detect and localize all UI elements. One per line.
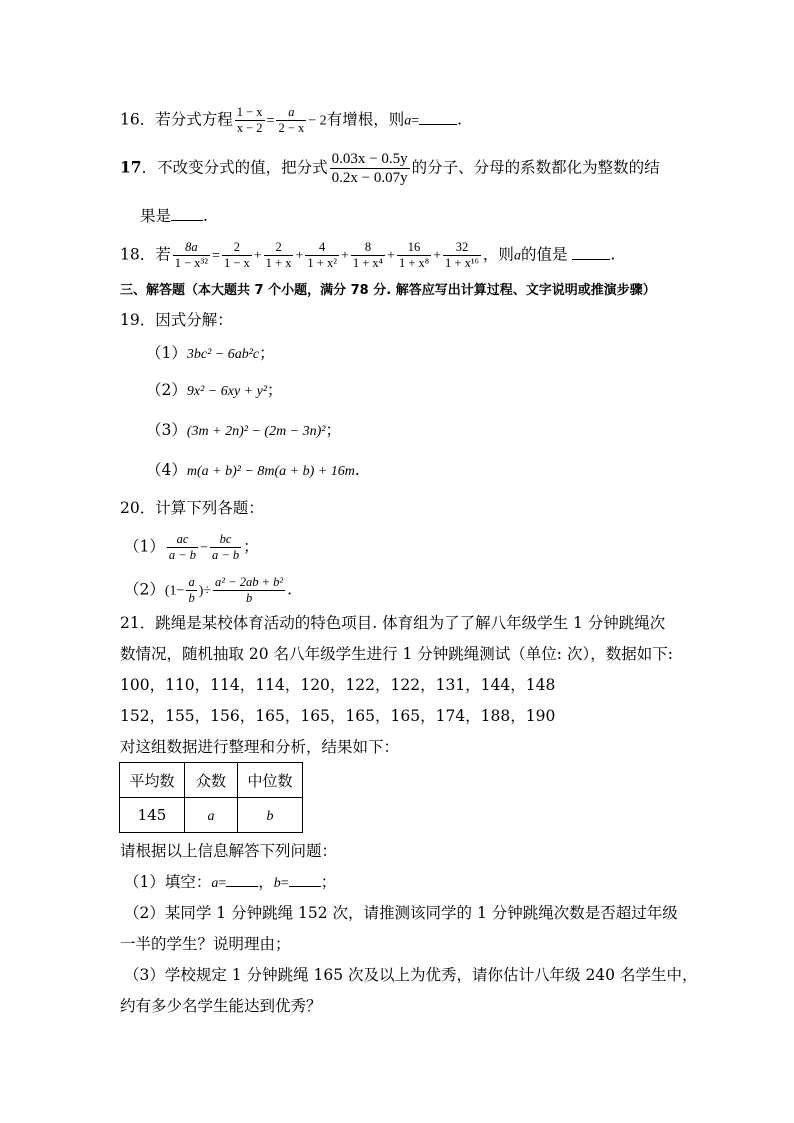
question-21-line-4: 请根据以上信息解答下列问题：: [120, 842, 338, 860]
table-row: [120, 798, 303, 833]
fraction: $\frac{0.03x - 0.5y}{0.2x - 0.07y}$: [331, 151, 408, 186]
q21-sub-2-line-2: 一半的学生？说明理由；: [120, 935, 291, 953]
table-header: 中位数: [238, 763, 303, 798]
section-heading: 三、解答题（本大题共 7 个小题，满分 78 分. 解答应写出计算过程、文字说明或推演步骤）: [120, 283, 656, 298]
question-21-line-1: 21．跳绳是某校体育活动的特色项目. 体育组为了了解八年级学生 1 分钟跳绳次: [120, 614, 666, 632]
fraction-1: $\frac{1 - x}{x - 2}$: [236, 105, 263, 135]
q19-item-3: （3）(3m + 2n)² − (2m − 3n)²；: [146, 421, 341, 439]
question-19-title: 19．因式分解：: [120, 311, 233, 329]
table-header-row: [120, 763, 303, 798]
answer-blank[interactable]: [171, 206, 203, 221]
data-row-2: 152，155，156，165，165，165，165，174，188，190: [120, 707, 556, 725]
q19-item-4: （4）m(a + b)² − 8m(a + b) + 16m.: [146, 461, 360, 479]
question-21-line-2: 数情况，随机抽取 20 名八年级学生进行 1 分钟跳绳测试（单位: 次），数据如下:: [120, 645, 673, 663]
question-16: 16．若分式方程 $\frac{1 - x}{x - 2}$ = $\frac{a}{2 - x}$ − 2有增根，则a= .: [120, 105, 463, 135]
results-table: [119, 762, 303, 833]
table-cell: b: [238, 798, 303, 833]
question-17: 17．不改变分式的值，把分式 $\frac{0.03x - 0.5y}{0.2x - 0.07y}$ 的分子、分母的系数都化为整数的结: [120, 151, 660, 186]
q19-item-2: （2）9x² − 6xy + y²；: [146, 381, 283, 399]
q21-sub-3-line-2: 约有多少名学生能达到优秀？: [120, 997, 322, 1015]
q19-item-1: （1）3bc² − 6ab²c；: [146, 344, 275, 362]
q21-sub-3-line-1: （3）学校规定 1 分钟跳绳 165 次及以上为优秀，请你估计八年级 240 名学生中，: [124, 966, 698, 984]
q21-sub-1: （1）填空：a= ，b= ；: [124, 873, 337, 891]
fraction-2: $\frac{a}{2 - x}$: [278, 105, 305, 135]
table-header: 平均数: [120, 763, 185, 798]
answer-blank-b[interactable]: [289, 872, 321, 887]
q21-sub-2-line-1: （2）某同学 1 分钟跳绳 152 次，请推测该同学的 1 分钟跳绳次数是否超过年级: [124, 904, 678, 922]
table-header: 众数: [185, 763, 238, 798]
question-20-title: 20．计算下列各题：: [120, 499, 264, 517]
table-cell: 145: [120, 798, 185, 833]
answer-blank-a[interactable]: [226, 872, 258, 887]
question-21-line-3: 对这组数据进行整理和分析，结果如下：: [120, 738, 400, 756]
answer-blank[interactable]: [419, 110, 457, 125]
answer-blank[interactable]: [572, 245, 610, 260]
question-17-continued: 果是 .: [140, 207, 208, 225]
q20-item-1: （1） $\frac{ac}{a - b}$ − $\frac{bc}{a - b}$ ；: [124, 532, 259, 562]
data-row-1: 100，110，114，114，120，122，122，131，144，148: [120, 676, 556, 694]
question-18: 18．若 $\frac{8a}{\text{1 − x³²}}$ = $\frac{2}{1 - x}$ + $\frac{2}{1 + x}$ + $\frac{4}{\text{1 + x²}}$ + $\frac{8}{\text{1 + x⁴}}$ + $\frac{16}{\text{1 + x⁸}}$ + $\frac{32}{\text{1 + x¹⁶}}$ ，则a的值是 .: [120, 240, 616, 270]
table-cell: a: [185, 798, 238, 833]
q20-item-2: （2）(1− $\frac{a}{b}$ )÷ $\frac{\text{a² − 2ab + b²}}{b}$ .: [124, 575, 293, 605]
